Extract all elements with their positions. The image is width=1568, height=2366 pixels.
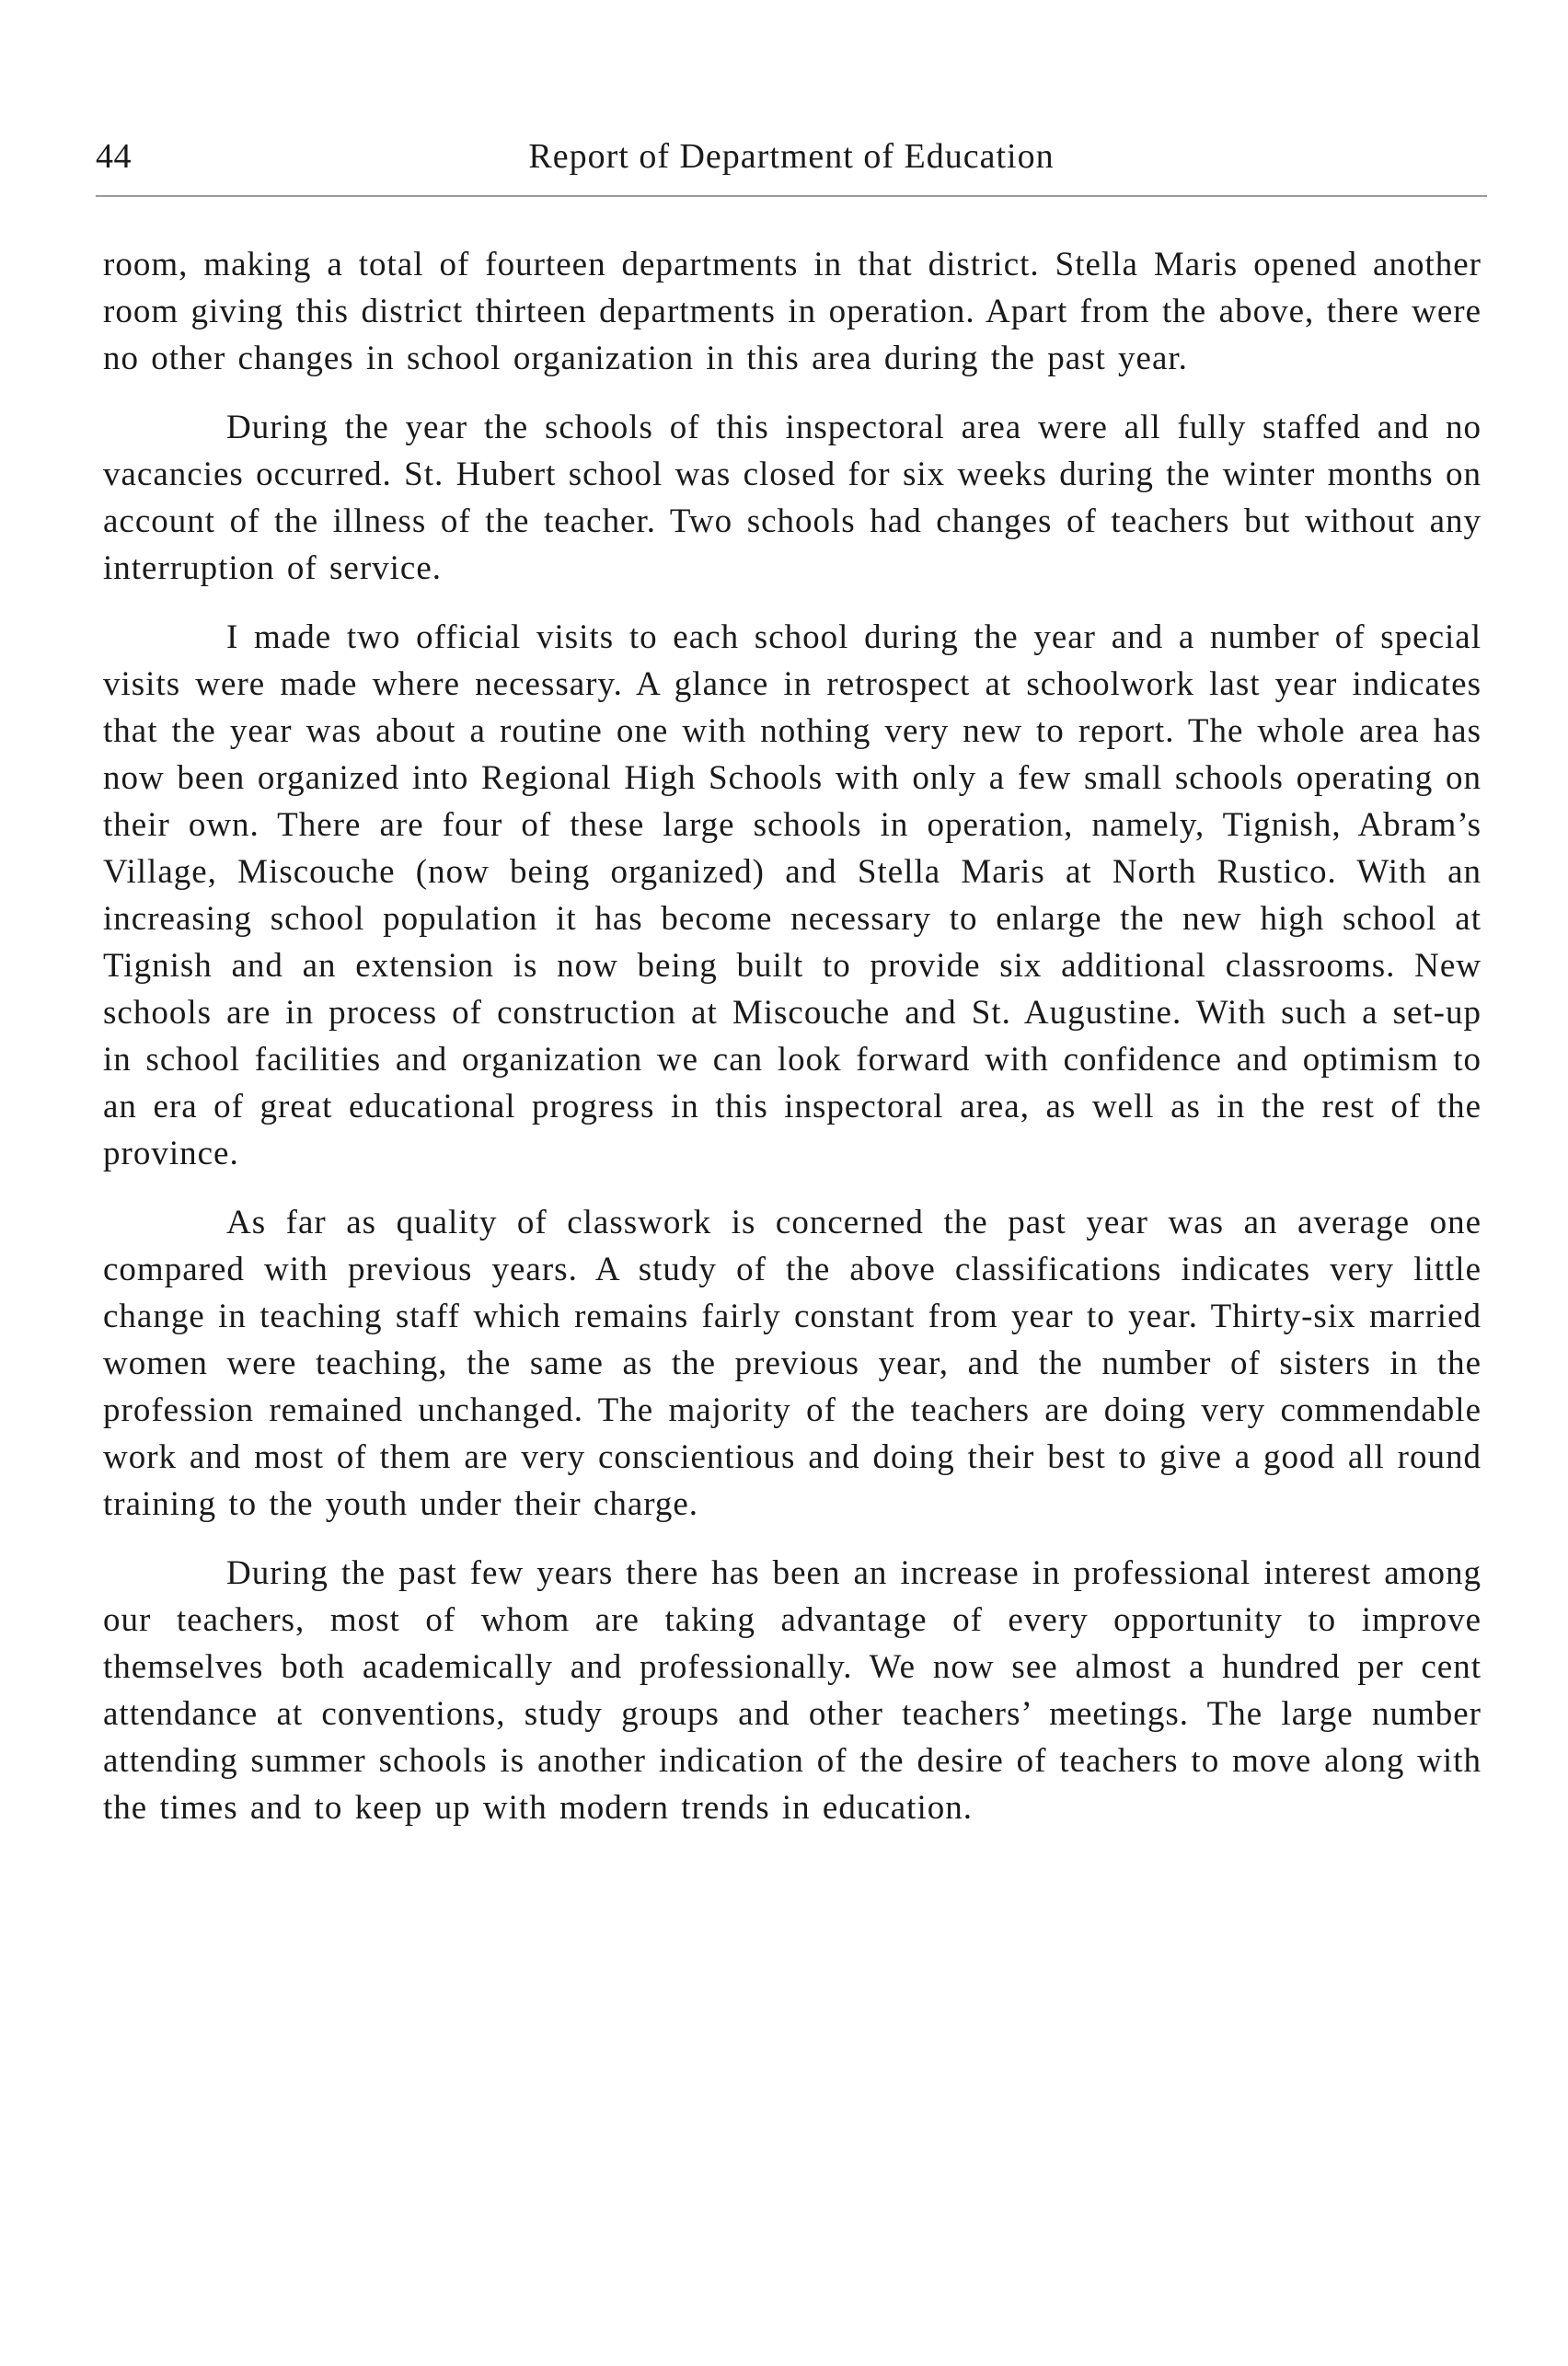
page-header xyxy=(96,129,1487,184)
header-divider xyxy=(96,195,1487,197)
running-title: Report of Department of Education xyxy=(528,137,1055,176)
paragraph-professional-interest: During the past few years there has been an increase in professional interest among our teachers, most of whom are taking advantage of every opportunity to improve themselves both academically and professionally. We now see almost a hundred per cent attendance at conventions, study groups and other teachers’ meetings. The large number attending summer schools is another indication of the desire of teachers to move along with the times and to keep up with modern trends in education. xyxy=(103,1554,1482,1827)
page-number: 44 xyxy=(96,137,132,176)
body-text xyxy=(103,241,1482,1853)
paragraph-visits: I made two official visits to each school during the year and a number of special visits were made where necessary. A glance in retrospect at schoolwork last year indicates that the year was about a routine one with nothing very new to report. The whole area has now been organized into Regional High Schools with only a few small schools operating on their own. There are four of these large schools in operation, namely, Tignish, Abram’s Village, Miscouche (now being organized) and Stella Maris at North Rustico. With an increasing school population it has become necessary to enlarge the new high school at Tignish and an extension is now being built to provide six additional classrooms. New schools are in process of construction at Miscouche and St. Augustine. With such a set-up in school facilities and organization we can look forward with confidence and optimism to an era of great educational progress in this inspectoral area, as well as in the rest of the province. xyxy=(103,618,1482,1172)
paragraph-staffing: During the year the schools of this inspectoral area were all fully staffed and no vacancies occurred. St. Hubert school was closed for six weeks during the winter months on account of the illness of the teacher. Two schools had changes of teachers but without any interruption of service. xyxy=(103,409,1482,587)
paragraph-classwork: As far as quality of classwork is concerned the past year was an average one compared with previous years. A study of the above classifications indicates very little change in teaching staff which remains fairly constant from year to year. Thirty-six married women were teaching, the same as the previous year, and the number of sisters in the profession remained unchanged. The majority of the teachers are doing very commendable work and most of them are very conscientious and doing their best to give a good all round training to the youth under their charge. xyxy=(103,1204,1482,1523)
paragraph-continued: room, making a total of fourteen departments in that district. Stella Maris opened another room giving this district thirteen departments in operation. Apart from the above, there were no other changes in school organization in this area during the past year. xyxy=(103,246,1482,377)
